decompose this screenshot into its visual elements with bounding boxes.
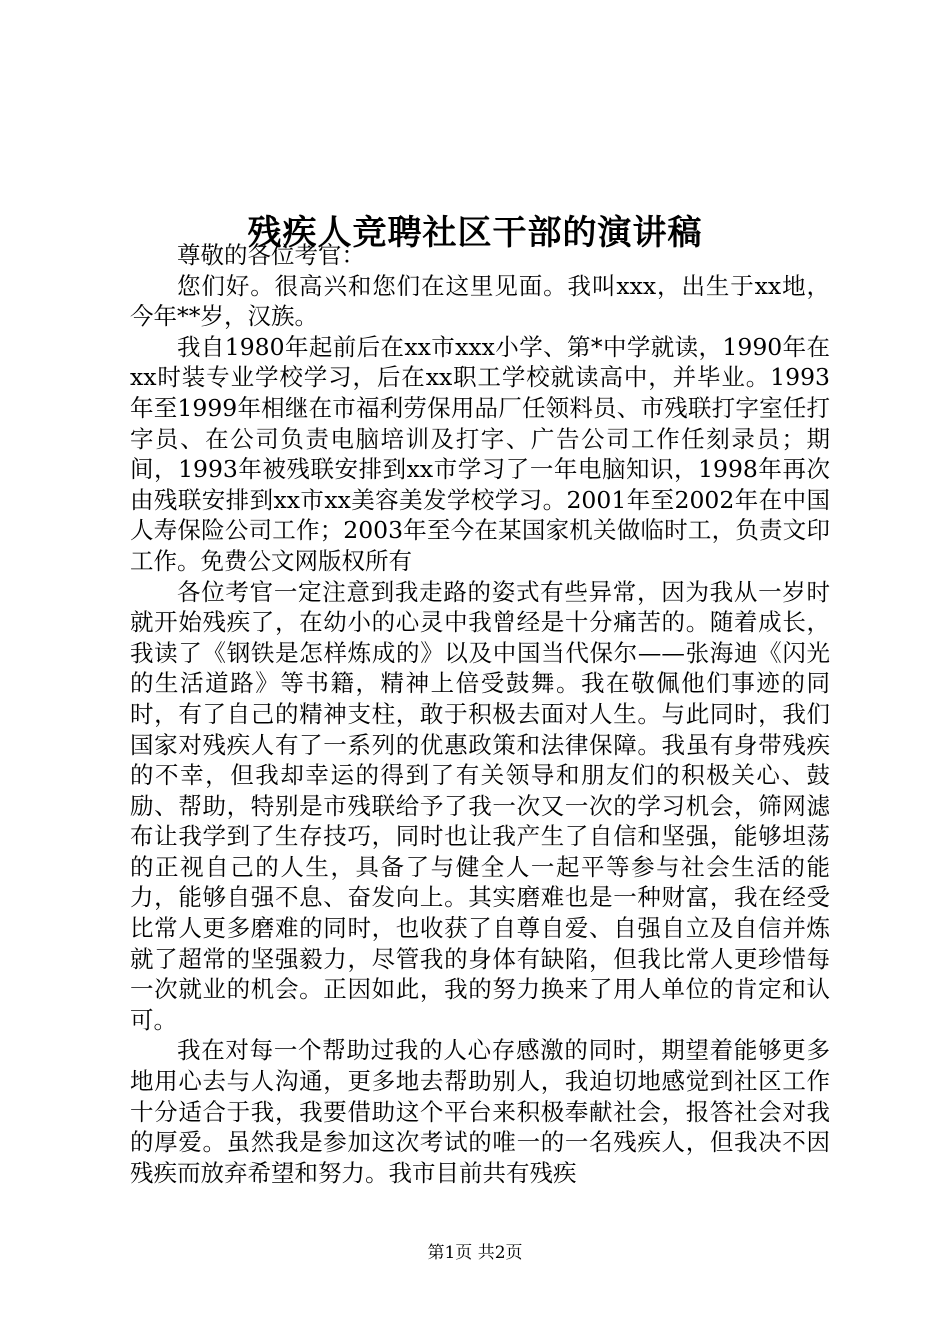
document-title: 残疾人竞聘社区干部的演讲稿 [247, 212, 703, 253]
document-body [130, 240, 830, 1188]
paragraph-background: 我自1980年起前后在xx市xxx小学、第*中学就读，1990年在xx时装专业学校学习，后在xx职工学校就读高中，并毕业。1993年至1999年相继在市福利劳保用品厂任领料员、市残联打字室任打字员、在公司负责电脑培训及打字、广告公司工作任刻录员；期间，1993年被残联安排到xx市学习了一年电脑知识，1998年再次由残联安排到xx市xx美容美发学校学习。2001年至2002年在中国人寿保险公司工作；2003年至今在某国家机关做临时工，负责文印工作。免费公文网版权所有 [130, 332, 830, 575]
paragraph-experience: 各位考官一定注意到我走路的姿式有些异常，因为我从一岁时就开始残疾了，在幼小的心灵中我曾经是十分痛苦的。随着成长，我读了《钢铁是怎样炼成的》以及中国当代保尔——张海迪《闪光的生活道路》等书籍，精神上倍受鼓舞。我在敬佩他们事迹的同时，有了自己的精神支柱，敢于积极去面对人生。与此同时，我们国家对残疾人有了一系列的优惠政策和法律保障。我虽有身带残疾的不幸，但我却幸运的得到了有关领导和朋友们的积极关心、鼓励、帮助，特别是市残联给予了我一次又一次的学习机会，筛网滤布让我学到了生存技巧，同时也让我产生了自信和坚强，能够坦荡的正视自己的人生，具备了与健全人一起平等参与社会生活的能力，能够自强不息、奋发向上。其实磨难也是一种财富，我在经受比常人更多磨难的同时，也收获了自尊自爱、自强自立及自信并炼就了超常的坚强毅力，尽管我的身体有缺陷，但我比常人更珍惜每一次就业的机会。正因如此，我的努力换来了用人单位的肯定和认可。 [130, 577, 830, 1034]
paragraph-greeting: 您们好。很高兴和您们在这里见面。我叫xxx，出生于xx地，今年**岁，汉族。 [130, 271, 830, 331]
paragraph-salutation: 尊敬的各位考官： [177, 241, 365, 269]
page-number-footer: 第1页 共2页 [427, 1243, 523, 1263]
paragraph-motivation: 我在对每一个帮助过我的人心存感激的同时，期望着能够更多地用心去与人沟通，更多地去帮助别人，我迫切地感觉到社区工作十分适合于我，我要借助这个平台来积极奉献社会，报答社会对我的厚爱。虽然我是参加这次考试的唯一的一名残疾人，但我决不因残疾而放弃希望和努力。我市目前共有残疾 [130, 1036, 830, 1187]
